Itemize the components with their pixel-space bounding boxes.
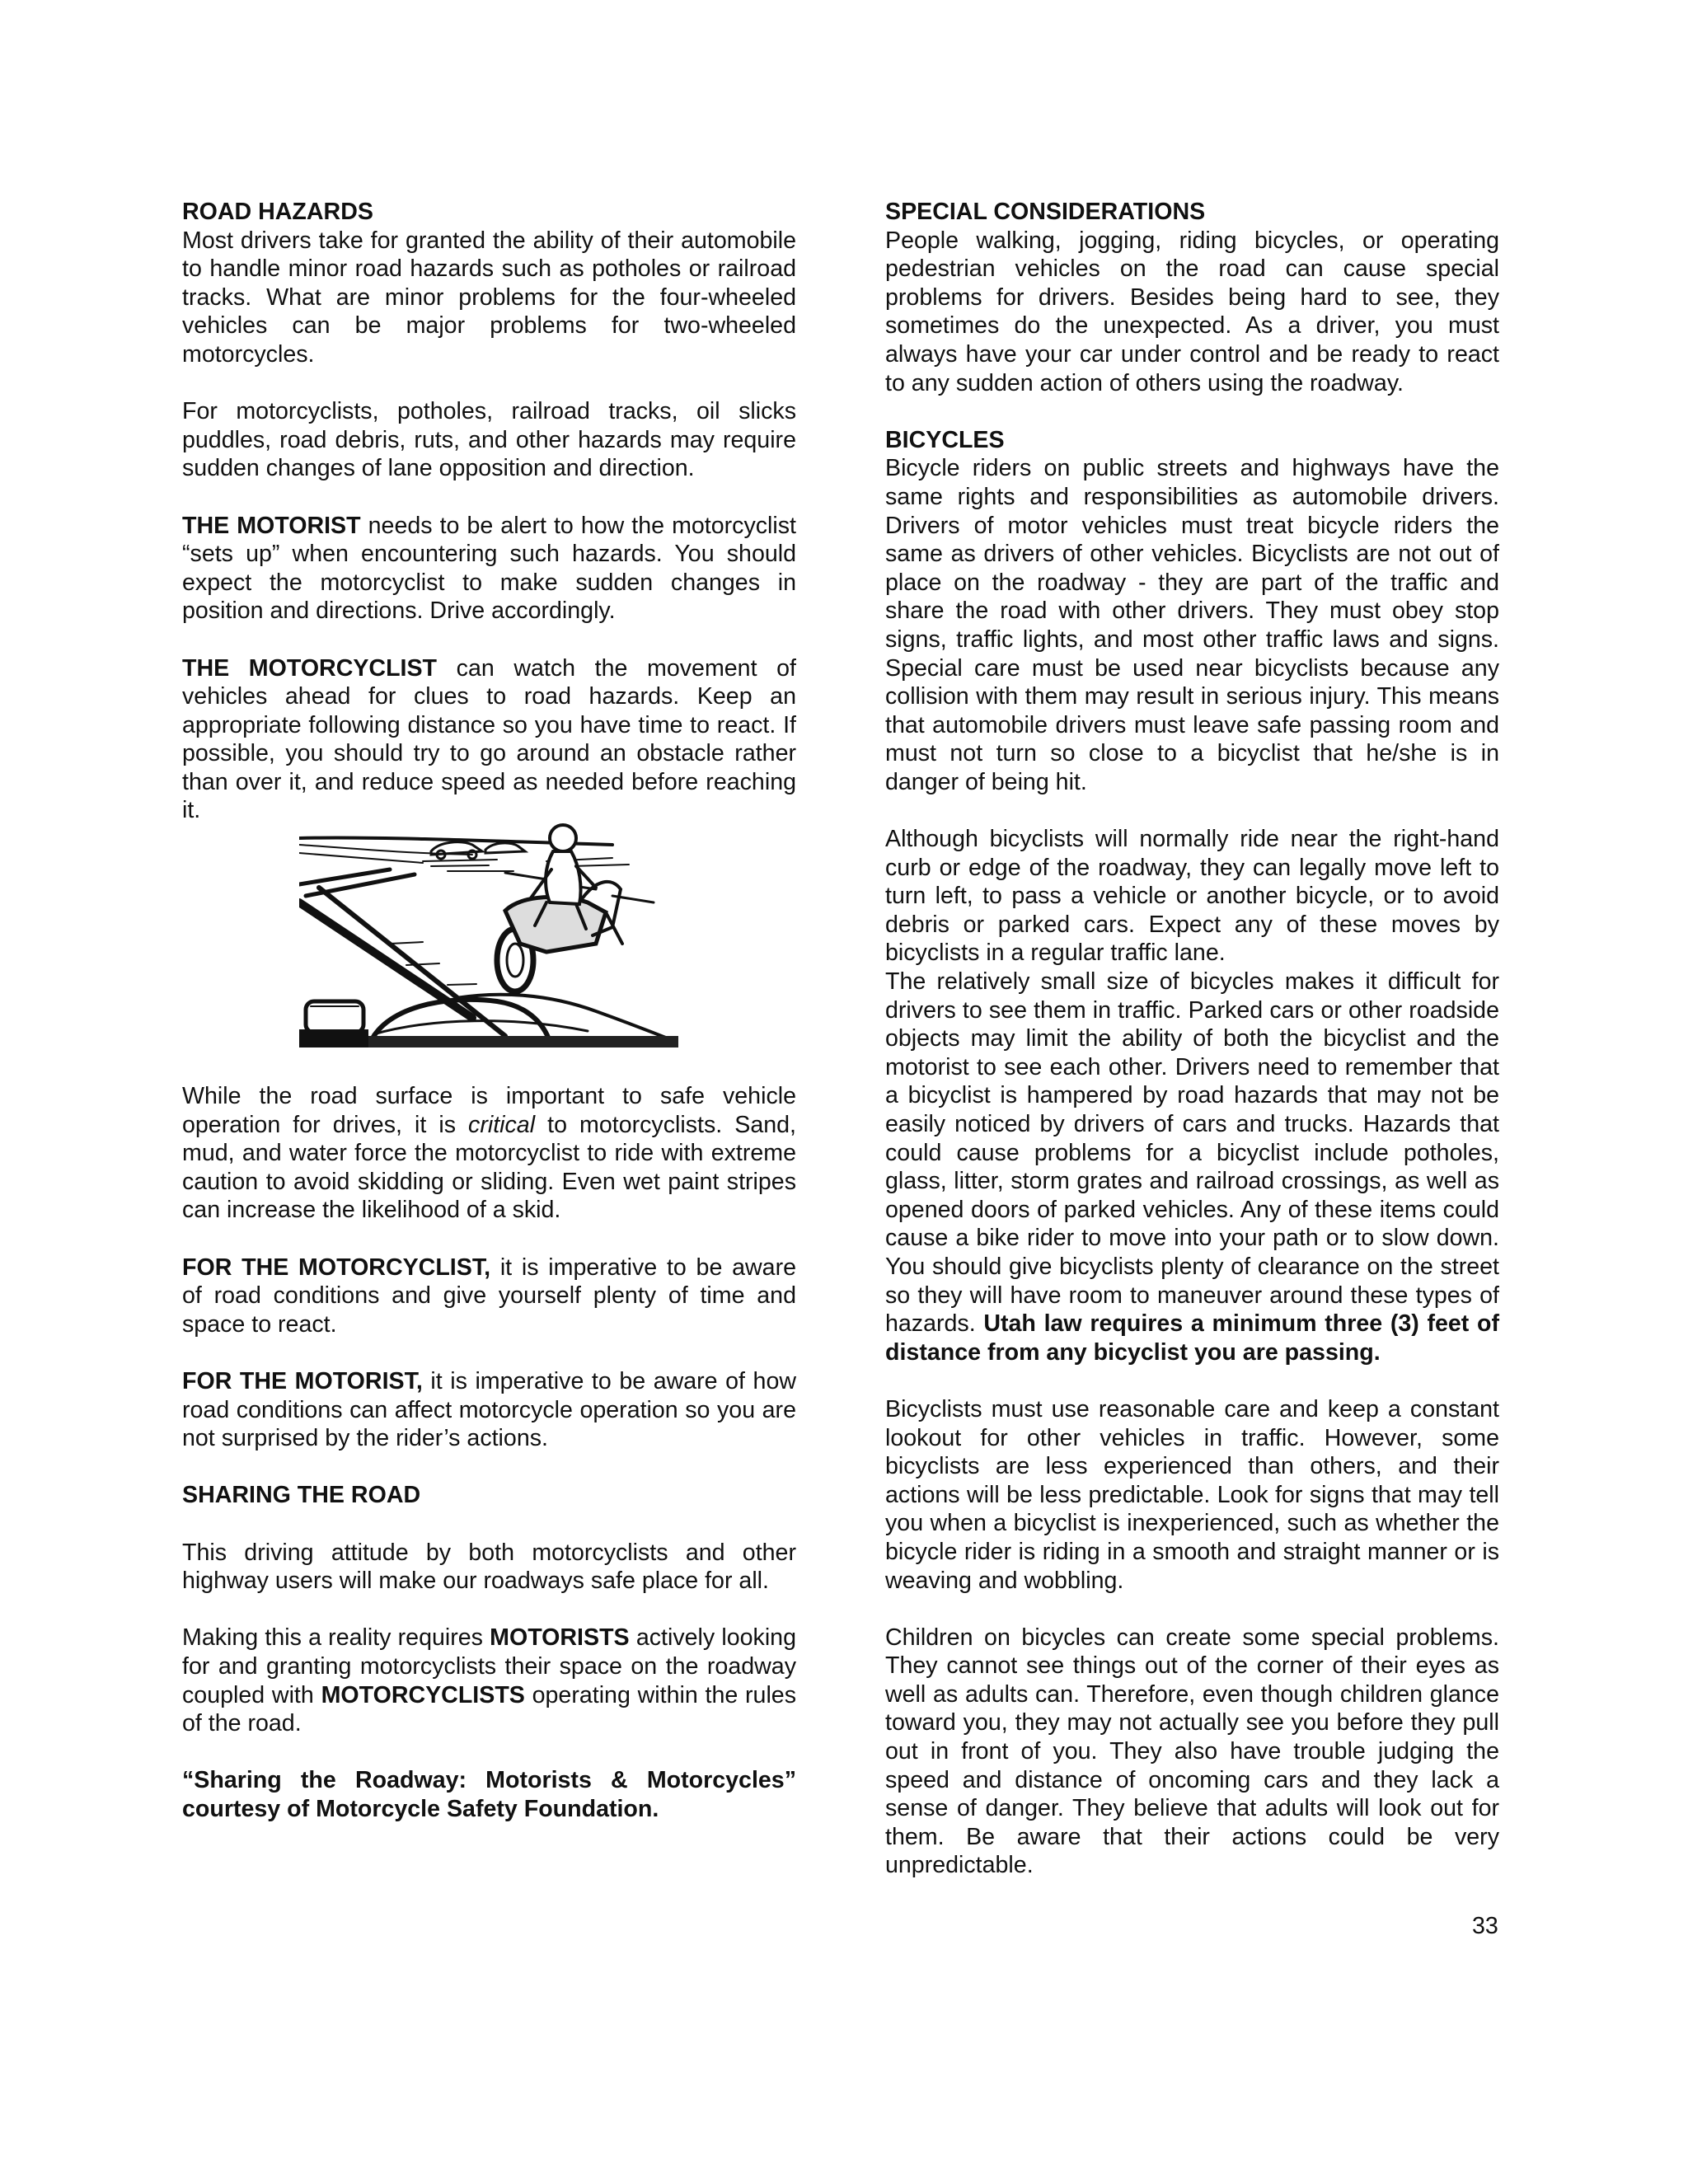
for-motorist-paragraph [182,1367,796,1453]
for-motorist-text: it is imperative to be aware of how road conditions can affect motorcycle operation so you are not surprised by the rider’s actions. [182,1368,796,1452]
bicycles-paragraph-2: Although bicyclists will normally ride near the right-hand curb or edge of the roadway, they can legally move left to turn left, to pass a vehicle or another bicycle, or to avoid debris or parked cars. Expect any of these moves by bicyclists in a regular traffic lane. [885,826,1499,967]
special-considerations-section [885,198,1499,397]
sharing-p2-a: Making this a reality requires [182,1624,490,1652]
motorist-lead: THE MOTORIST [182,512,361,539]
motorist-text: needs to be alert to how the motorcyclist “sets up” when encountering such hazards. You should expect the motorcyclist to make sudden changes in position and directions. Drive accordingly. [182,512,797,625]
sharing-paragraph-1: This driving attitude by both motorcyclists and other highway users will make our roadways safe place for all. [182,1539,796,1595]
sharing-p2-e: operating within the rules of the road. [182,1681,797,1737]
utah-law-text: Utah law requires a minimum three (3) feet of distance from any bicyclist you are passing. [885,1310,1499,1366]
road-hazards-paragraph: Most drivers take for granted the ability of their automobile to handle minor road hazards such as potholes or railroad tracks. What are minor problems for the four-wheeled vehicles can be major problems for two-wheeled motorcycles. [182,227,796,368]
special-considerations-paragraph: People walking, jogging, riding bicycles, or operating pedestrian vehicles on the road can cause special problems for drivers. Besides being hard to see, they sometimes do the unexpected. As a driver, you must always have your car under control and be ready to react to any sudden action of others using the roadway. [885,227,1499,396]
for-motorcyclist-text: it is imperative to be aware of road conditions and give yourself plenty of time and space to react. [182,1254,796,1338]
special-considerations-heading: SPECIAL CONSIDERATIONS [885,199,1206,225]
sharing-heading: SHARING THE ROAD [182,1482,421,1509]
bicycles-heading: BICYCLES [885,426,1005,453]
motorist-paragraph [182,512,796,626]
for-motorcyclist-paragraph [182,1254,796,1339]
sharing-p2-motorists: MOTORISTS [490,1624,630,1652]
motorcyclist-lead: THE MOTORCYCLIST [182,654,438,682]
sharing-heading-paragraph [182,1481,796,1510]
road-surface-paragraph [182,1082,796,1225]
road-hazards-heading: ROAD HAZARDS [182,199,373,225]
bicycles-paragraph-3 [885,968,1499,1366]
bicycles-paragraph-1: Bicycle riders on public streets and highways have the same rights and responsibilities as automobile drivers. Drivers of motor vehicles must treat bicycle riders the same as drivers of other vehicles. Bicyclists are not out of place on the roadway - they are part of the traffic and share the road with other drivers. They must obey stop signs, traffic lights, and most other traffic laws and signs. Special care must be used near bicyclists because any collision with them may result in serious injury. This means that automobile drivers must leave safe passing room and must not turn so close to a bicyclist that he/she is in danger of being hit. [885,455,1499,795]
right-column [885,198,1499,1880]
bicycles-section [885,426,1499,797]
bicycles-paragraph-4: Bicyclists must use reasonable care and keep a constant lookout for other vehicles in traffic. However, some bicyclists are less experienced than others, and their actions will be less predictable. Look for signs that may tell you when a bicyclist is inexperienced, such as whether the bicycle rider is riding in a smooth and straight manner or is weaving and wobbling. [885,1395,1499,1594]
left-column [182,198,796,1852]
motorcycle-illustration [182,820,796,1051]
for-motorist-lead: FOR THE MOTORIST, [182,1368,423,1394]
credit-paragraph [182,1766,796,1823]
surface-before: While the road surface is important to safe vehicle operation for drives, it is [182,1083,796,1138]
hazards-list-paragraph: For motorcyclists, potholes, railroad tracks, oil slicks puddles, road debris, ruts, and other hazards may require sudden changes of lane opposition and direction. [182,398,796,482]
surface-after: to motorcyclists. Sand, mud, and water force the motorcyclist to ride with extreme caution to avoid skidding or sliding. Even wet paint stripes can increase the likelihood of a skid. [182,1111,796,1224]
motorcycle-illustration-drawing [299,820,678,1047]
sharing-paragraph-2 [182,1624,796,1737]
page-number: 33 [1472,1913,1498,1939]
bicycles-p3-text: The relatively small size of bicycles makes it difficult for drivers to see them in traffic. Parked cars or other roadside objects may limit the ability of both the bicyclist and the motorist to see each other. Drivers need to remember that a bicyclist is hampered by road hazards that may not be easily noticed by drivers of cars and trucks. Hazards that could cause problems for a bicyclist include potholes, glass, litter, storm grates and railroad crossings, as well as opened doors of parked vehicles. Any of these items could cause a bike rider to move into your path or to slow down. You should give bicyclists plenty of clearance on the street so they will have room to maneuver around these types of hazards. [885,968,1499,1338]
for-motorcyclist-lead: FOR THE MOTORCYCLIST, [182,1254,491,1281]
sharing-p2-c: actively looking for and granting motorcyclists their space on the roadway coupled with [182,1624,796,1708]
bicycles-paragraph-5: Children on bicycles can create some special problems. They cannot see things out of the corner of their eyes as well as adults can. Therefore, even though children glance toward you, they may not actually see you before they pull out in front of you. They also have trouble judging the speed and distance of oncoming cars and they lack a sense of danger. They believe that adults will look out for them. Be aware that their actions could be very unpredictable. [885,1624,1499,1879]
motorcyclist-paragraph [182,654,796,826]
motorcyclist-text: can watch the movement of vehicles ahead for clues to road hazards. Keep an appropriate following distance so you have time to react. If possible, you should try to go around an obstacle rather than over it, and reduce speed as needed before reaching it. [182,654,796,824]
sharing-p2-motorcyclists: MOTORCYCLISTS [321,1681,525,1708]
surface-emphasis: critical [468,1111,536,1138]
road-hazards-section [182,198,796,369]
credit-text: “Sharing the Roadway: Motorists & Motorcycles” courtesy of Motorcycle Safety Foundation. [182,1767,796,1822]
